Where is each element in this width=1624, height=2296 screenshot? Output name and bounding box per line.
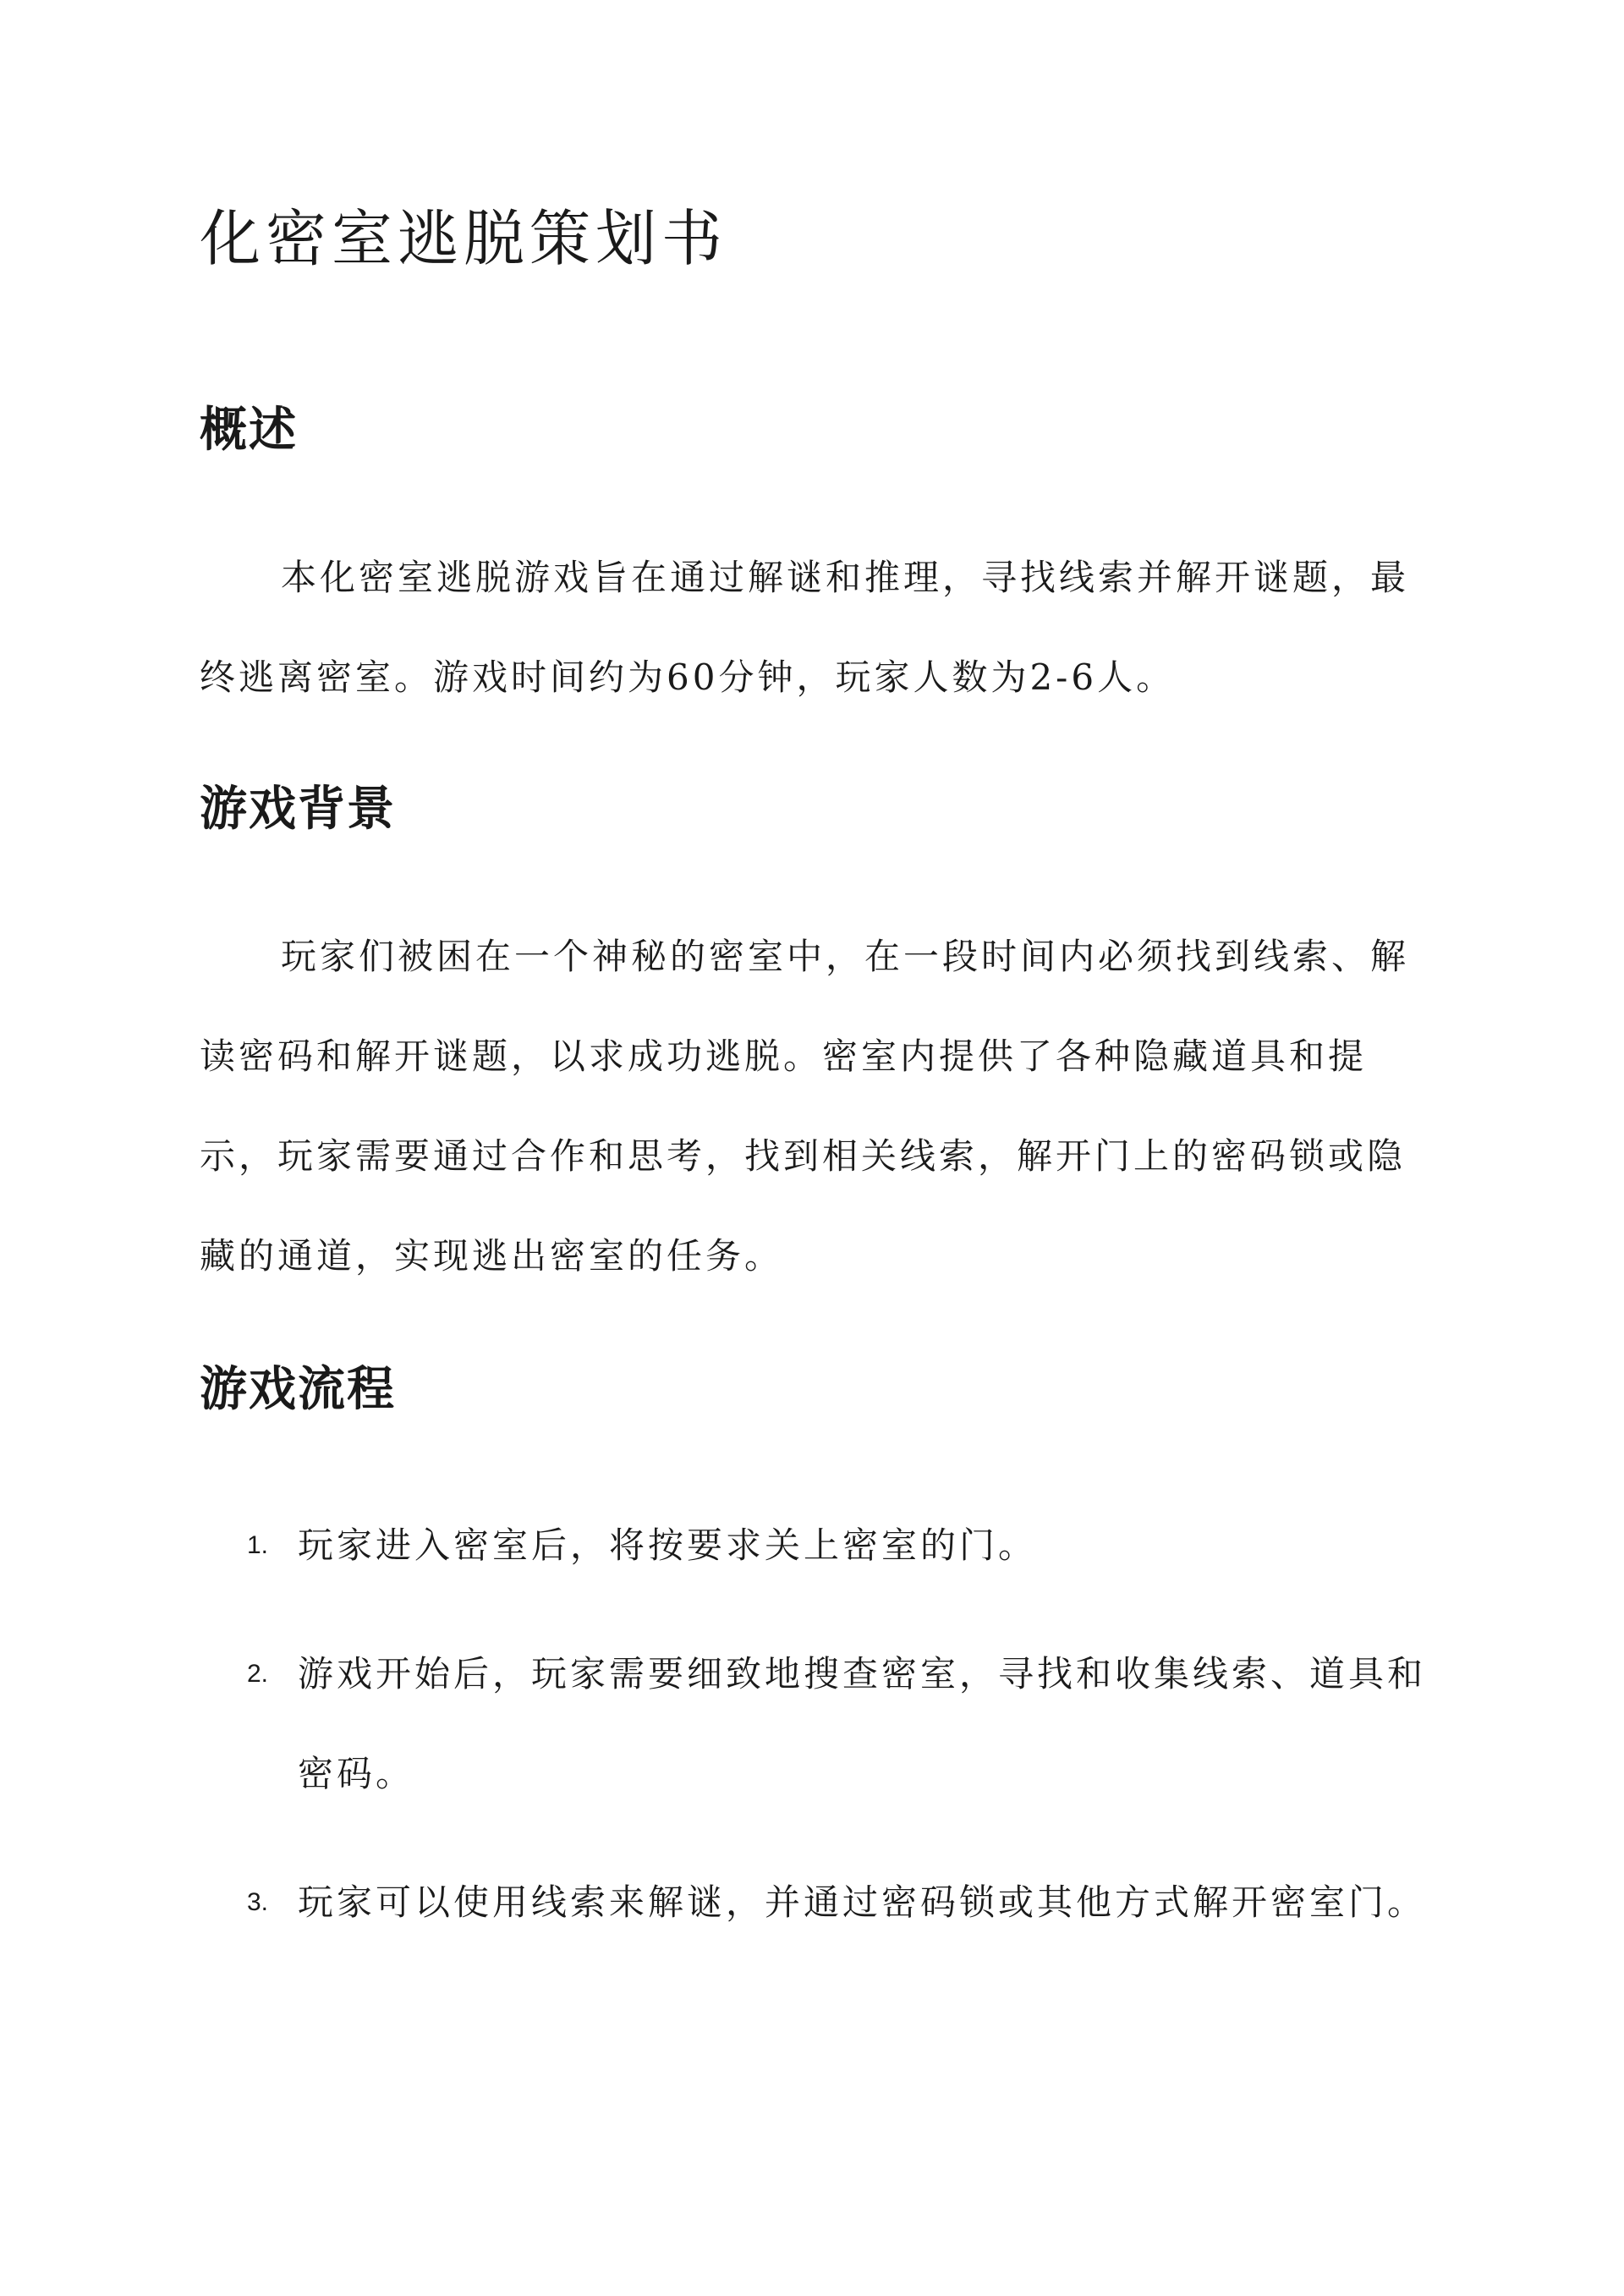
step-text: 玩家进入密室后，将按要求关上密室的门。 bbox=[298, 1524, 1038, 1566]
list-item bbox=[200, 1853, 1435, 1953]
step-number: 3. bbox=[247, 1888, 269, 1916]
step-text: 玩家可以使用线索来解谜，并通过密码锁或其他方式解开密室门。 bbox=[298, 1881, 1427, 1923]
flow-steps-list bbox=[200, 1496, 1435, 1981]
step-text: 游戏开始后，玩家需要细致地搜查密室，寻找和收集线索、道具和密码。 bbox=[298, 1653, 1427, 1794]
list-item bbox=[200, 1496, 1435, 1596]
section-heading-flow: 游戏流程 bbox=[200, 1361, 396, 1417]
document-title: 化密室逃脱策划书 bbox=[200, 203, 728, 274]
section-heading-overview: 概述 bbox=[200, 402, 298, 458]
overview-paragraph: 本化密室逃脱游戏旨在通过解谜和推理，寻找线索并解开谜题，最终逃离密室。游戏时间约为60分钟，玩家人数为2-6人。 bbox=[200, 557, 1410, 698]
step-number: 2. bbox=[247, 1660, 269, 1688]
section-heading-background: 游戏背景 bbox=[200, 781, 396, 837]
step-number: 1. bbox=[247, 1531, 269, 1559]
list-item bbox=[200, 1624, 1435, 1824]
background-paragraph: 玩家们被困在一个神秘的密室中，在一段时间内必须找到线索、解读密码和解开谜题，以求成功逃脱。密室内提供了各种隐藏道具和提示，玩家需要通过合作和思考，找到相关线索，解开门上的密码锁或隐藏的通道，实现逃出密室的任务。 bbox=[200, 936, 1410, 1277]
